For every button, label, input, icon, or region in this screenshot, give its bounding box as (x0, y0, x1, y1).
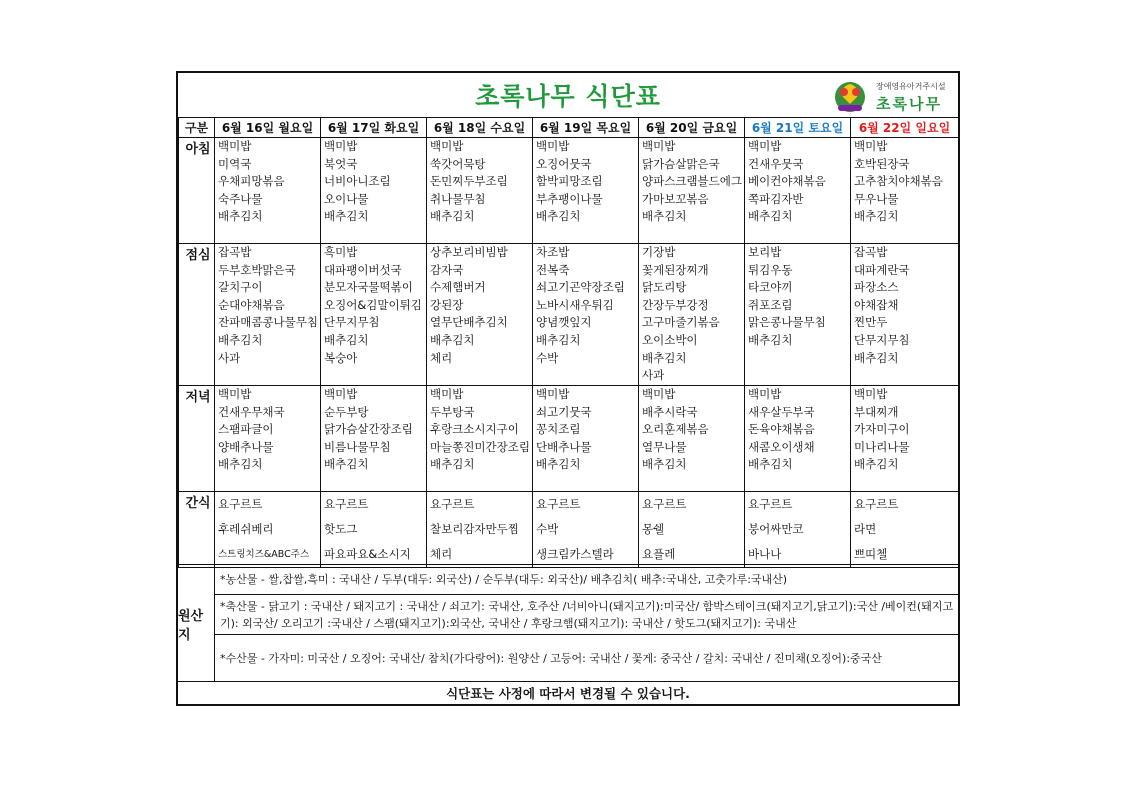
menu-item: 숙주나물 (218, 191, 263, 206)
origin-label: 원산지 (178, 565, 215, 682)
menu-item: 백미밥 (218, 139, 252, 153)
header-day-6: 6월 21일 토요일 (745, 118, 851, 138)
breakfast-label: 아침 (179, 138, 215, 244)
menu-item: 북엇국 (324, 156, 358, 171)
menu-item: 배추김치 (430, 457, 475, 472)
menu-item: 고구마줄기볶음 (642, 315, 720, 330)
breakfast-row (179, 138, 959, 244)
menu-item: 몽쉘 (642, 522, 665, 536)
menu-item: 복숭아 (324, 350, 358, 365)
menu-item: 쇠고기곤약장조림 (536, 280, 625, 295)
lunch-cell (215, 244, 321, 386)
menu-item: 백미밥 (218, 387, 252, 401)
header-day-1: 6월 16일 월요일 (215, 118, 321, 138)
menu-item: 요구르트 (854, 497, 899, 511)
logo-name-text: 초록나무 (876, 95, 942, 113)
menu-item: 단무지무침 (324, 315, 380, 330)
menu-item: 맑은콩나물무침 (748, 315, 826, 330)
menu-item: 단배추나물 (536, 439, 592, 454)
origin-agricultural: *농산물 - 쌀,찹쌀,흑미 : 국내산 / 두부(대두: 외국산) / 순두부(대두: 외국산)/ 배추김치( 배추:국내산, 고춧가루:국내산) (215, 565, 958, 595)
dinner-cell (745, 386, 851, 492)
menu-item: 전복죽 (536, 262, 570, 277)
lunch-cell (427, 244, 533, 386)
menu-item: 파장소스 (854, 280, 899, 295)
menu-item: 보리밥 (748, 245, 782, 259)
lunch-row (179, 244, 959, 386)
menu-item: 배추김치 (324, 332, 369, 347)
menu-item: 감자국 (430, 262, 464, 277)
menu-item: 열무단배추김치 (430, 315, 508, 330)
menu-item: 부대찌개 (854, 404, 899, 419)
menu-item: 붕어싸만코 (748, 522, 804, 536)
breakfast-cell (851, 138, 959, 244)
menu-item: 우채피망볶음 (218, 174, 285, 189)
menu-item: 쇠고기뭇국 (536, 404, 592, 419)
menu-item: 무우나물 (854, 191, 899, 206)
menu-item: 배추김치 (748, 332, 793, 347)
menu-item: 순두부탕 (324, 404, 369, 419)
menu-item: 잡곡밥 (218, 245, 252, 259)
title-row (178, 73, 958, 118)
menu-item: 백미밥 (642, 139, 676, 153)
menu-item: 꽃게된장찌개 (642, 262, 709, 277)
menu-item: 강된장 (430, 297, 464, 312)
menu-item: 갈치구이 (218, 280, 263, 295)
menu-item: 파요파요&소시지 (324, 547, 411, 561)
menu-item: 체리 (430, 547, 453, 561)
menu-item: 배추김치 (536, 332, 581, 347)
menu-item: 요구르트 (642, 497, 687, 511)
dinner-cell (639, 386, 745, 492)
menu-item: 타코야끼 (748, 280, 793, 295)
snack-cell (639, 492, 745, 568)
menu-item: 배추김치 (748, 457, 793, 472)
menu-item: 백미밥 (324, 387, 358, 401)
menu-item: 사과 (218, 350, 241, 365)
breakfast-cell (639, 138, 745, 244)
lunch-cell (533, 244, 639, 386)
menu-item: 간장두부강정 (642, 297, 709, 312)
dinner-label: 저녁 (179, 386, 215, 492)
header-day-7: 6월 22일 일요일 (851, 118, 959, 138)
dinner-cell (533, 386, 639, 492)
menu-item: 백미밥 (430, 139, 464, 153)
logo (830, 78, 958, 116)
menu-item: 요구르트 (748, 497, 793, 511)
menu-item: 너비아니조림 (324, 174, 391, 189)
menu-item: 쁘띠첼 (854, 547, 888, 561)
menu-item: 배추김치 (854, 209, 899, 224)
origin-seafood: *수산물 - 가자미: 미국산 / 오징어: 국내산/ 참치(가다랑어): 원양산 / 고등어: 국내산 / 꽃게: 중국산 / 갈치: 국내산 / 진미채(오징어):중국산 (220, 652, 882, 665)
menu-item: 배추김치 (642, 209, 687, 224)
menu-item: 닭가슴살맑은국 (642, 156, 720, 171)
dinner-cell (427, 386, 533, 492)
menu-item: 상추보리비빔밥 (430, 245, 508, 259)
snack-label: 간식 (179, 492, 215, 568)
menu-item: 백미밥 (748, 139, 782, 153)
header-row (179, 118, 959, 138)
menu-item: 양배추나물 (218, 439, 274, 454)
menu-item: 마늘쫑진미간장조림 (430, 439, 530, 454)
menu-item: 스트링치즈&ABC주스 (218, 549, 310, 560)
menu-item: 베이컨야채볶음 (748, 174, 826, 189)
menu-item: 쑥갓어묵탕 (430, 156, 486, 171)
lunch-cell (851, 244, 959, 386)
dinner-cell (321, 386, 427, 492)
dinner-cell (851, 386, 959, 492)
menu-item: 생크림카스텔라 (536, 547, 614, 561)
lunch-cell (745, 244, 851, 386)
menu-item: 라면 (854, 522, 877, 536)
snack-row (179, 492, 959, 568)
menu-item: 쥐포조림 (748, 297, 793, 312)
menu-item: 스팸파글이 (218, 422, 274, 437)
breakfast-cell (321, 138, 427, 244)
menu-item: 분모자국물떡볶이 (324, 280, 413, 295)
menu-item: 쪽파김자반 (748, 191, 804, 206)
menu-item: 배추김치 (324, 209, 369, 224)
menu-item: 백미밥 (536, 387, 570, 401)
menu-item: 돈육야채볶음 (748, 422, 815, 437)
menu-item: 오징어뭇국 (536, 156, 592, 171)
menu-item: 배추김치 (218, 209, 263, 224)
menu-item: 체리 (430, 350, 453, 365)
menu-item: 배추김치 (642, 350, 687, 365)
breakfast-cell (215, 138, 321, 244)
menu-item: 배추김치 (324, 457, 369, 472)
menu-item: 배추김치 (642, 457, 687, 472)
menu-item: 열무나물 (642, 439, 687, 454)
menu-item: 튀김우동 (748, 262, 793, 277)
header-day-3: 6월 18일 수요일 (427, 118, 533, 138)
menu-item: 백미밥 (854, 387, 888, 401)
menu-item: 건새우무채국 (218, 404, 285, 419)
snack-cell (215, 492, 321, 568)
menu-item: 수박 (536, 522, 559, 536)
menu-item: 대파팽이버섯국 (324, 262, 402, 277)
menu-item: 후랑크소시지구이 (430, 422, 519, 437)
page-title: 초록나무 식단표 (475, 82, 661, 111)
menu-item: 백미밥 (430, 387, 464, 401)
menu-item: 요구르트 (218, 497, 263, 511)
menu-item: 배추김치 (218, 457, 263, 472)
menu-item: 찰보리감자만두찜 (430, 522, 519, 536)
menu-item: 배추김치 (430, 332, 475, 347)
menu-item: 요구르트 (324, 497, 369, 511)
snack-cell (745, 492, 851, 568)
menu-item: 두부탕국 (430, 404, 475, 419)
menu-item: 배추김치 (748, 209, 793, 224)
menu-item: 바나나 (748, 547, 782, 561)
menu-item: 두부호박맑은국 (218, 262, 296, 277)
menu-item: 백미밥 (642, 387, 676, 401)
menu-item: 돈민찌두부조림 (430, 174, 508, 189)
menu-item: 요구르트 (430, 497, 475, 511)
menu-item: 흑미밥 (324, 245, 358, 259)
lunch-cell (639, 244, 745, 386)
header-day-2: 6월 17일 화요일 (321, 118, 427, 138)
menu-item: 수제햄버거 (430, 280, 486, 295)
menu-item: 기장밥 (642, 245, 676, 259)
menu-item: 가자미구이 (854, 422, 910, 437)
header-day-4: 6월 19일 목요일 (533, 118, 639, 138)
menu-item: 건새우뭇국 (748, 156, 804, 171)
menu-item: 닭도리탕 (642, 280, 687, 295)
menu-item: 배추김치 (536, 457, 581, 472)
menu-item: 단무지무침 (854, 332, 910, 347)
menu-item: 후레쉬베리 (218, 522, 274, 536)
origin-section (178, 564, 958, 682)
menu-item: 배추김치 (854, 457, 899, 472)
menu-item: 찐만두 (854, 315, 888, 330)
breakfast-cell (745, 138, 851, 244)
menu-item: 미나리나물 (854, 439, 910, 454)
menu-item: 수박 (536, 350, 559, 365)
dinner-row (179, 386, 959, 492)
menu-item: 가마보꼬볶음 (642, 191, 709, 206)
menu-item: 백미밥 (748, 387, 782, 401)
menu-item: 비름나물무침 (324, 439, 391, 454)
menu-item: 함박피망조림 (536, 174, 603, 189)
menu-item: 배추김치 (536, 209, 581, 224)
menu-item: 새우살두부국 (748, 404, 815, 419)
menu-item: 백미밥 (536, 139, 570, 153)
menu-item: 사과 (642, 368, 665, 383)
snack-cell (321, 492, 427, 568)
menu-item: 취나물무침 (430, 191, 486, 206)
menu-item: 잡곡밥 (854, 245, 888, 259)
origin-livestock: *축산물 - 닭고기 : 국내산 / 돼지고기 : 국내산 / 쇠고기: 국내산, 호주산 /너비아니(돼지고기):미국산/ 함박스테이크(돼지고기,닭고기):국산 /베이컨(돼지고기): 외국산/ 오리고기 :국내산 / 스팸(돼지고기):외국산, 국내산 / 후랑크햄(돼지고기): 국내산 / 핫도그(돼지고기): 국내산 (215, 595, 958, 635)
header-category: 구분 (179, 118, 215, 138)
menu-item: 새콤오이생채 (748, 439, 815, 454)
lunch-cell (321, 244, 427, 386)
menu-item: 배추김치 (854, 350, 899, 365)
menu-item: 오리훈제볶음 (642, 422, 709, 437)
dinner-cell (215, 386, 321, 492)
menu-item: 야채잡채 (854, 297, 899, 312)
menu-item: 잔파매콤콩나물무침 (218, 315, 318, 330)
snack-cell (851, 492, 959, 568)
breakfast-cell (427, 138, 533, 244)
menu-item: 대파계란국 (854, 262, 910, 277)
menu-item: 배추김치 (430, 209, 475, 224)
snack-cell (533, 492, 639, 568)
menu-item: 노바시새우튀김 (536, 297, 614, 312)
menu-item: 차조밥 (536, 245, 570, 259)
snack-cell (427, 492, 533, 568)
menu-item: 호박된장국 (854, 156, 910, 171)
menu-item: 백미밥 (854, 139, 888, 153)
breakfast-cell (533, 138, 639, 244)
tree-logo-icon (830, 80, 870, 114)
menu-item: 닭가슴살간장조림 (324, 422, 413, 437)
menu-item: 요플레 (642, 547, 676, 561)
header-day-5: 6월 20일 금요일 (639, 118, 745, 138)
menu-item: 미역국 (218, 156, 252, 171)
menu-item: 꽁치조림 (536, 422, 581, 437)
menu-item: 오징어&김말이튀김 (324, 297, 422, 312)
menu-item: 양파스크램블드에그 (642, 174, 742, 189)
lunch-label: 점심 (179, 244, 215, 386)
menu-item: 배추시락국 (642, 404, 698, 419)
menu-item: 순대야채볶음 (218, 297, 285, 312)
menu-item: 오이소박이 (642, 332, 698, 347)
notice-text: 식단표는 사정에 따라서 변경될 수 있습니다. (178, 681, 958, 705)
menu-item: 배추김치 (218, 332, 263, 347)
menu-item: 부추팽이나물 (536, 191, 603, 206)
meal-table (178, 117, 959, 568)
menu-item: 요구르트 (536, 497, 581, 511)
menu-item: 백미밥 (324, 139, 358, 153)
menu-sheet (176, 71, 960, 706)
menu-item: 양념깻잎지 (536, 315, 592, 330)
menu-item: 핫도그 (324, 522, 358, 536)
logo-org-text: 장애영유아거주시설 (876, 82, 946, 91)
menu-item: 고추참치야채볶음 (854, 174, 943, 189)
menu-item: 오이나물 (324, 191, 369, 206)
